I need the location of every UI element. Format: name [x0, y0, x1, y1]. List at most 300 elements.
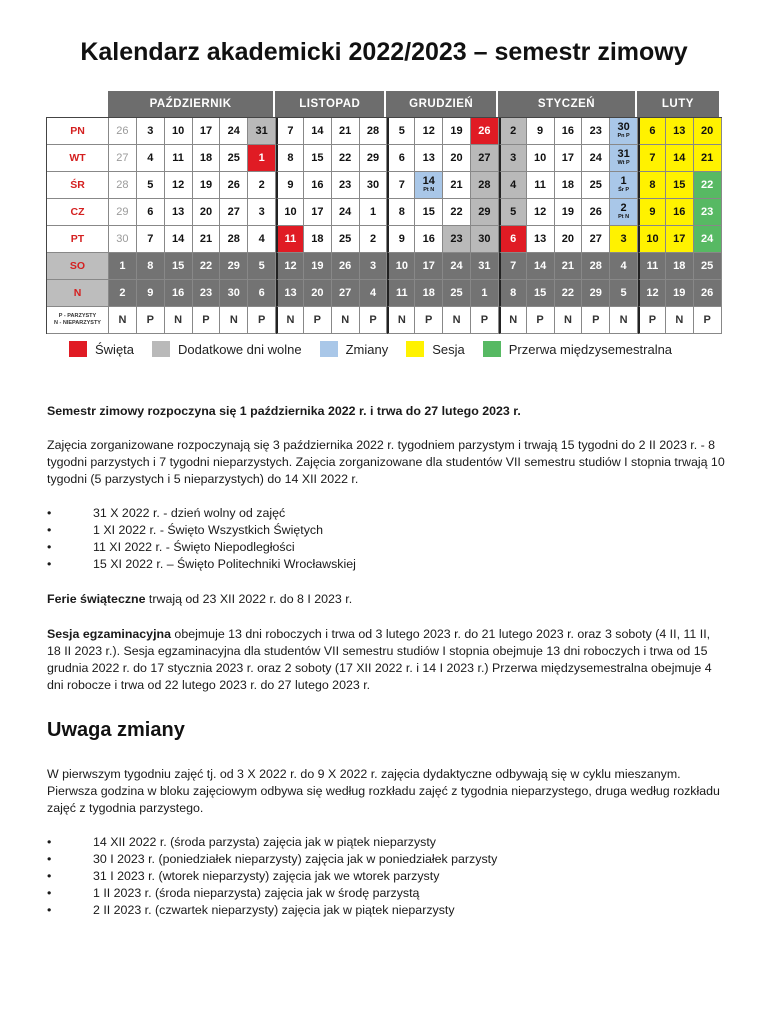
sesja-text [47, 626, 725, 694]
day-cell [387, 307, 415, 334]
legend [69, 341, 690, 357]
day-cell [555, 226, 583, 253]
day-number: 30 [116, 232, 129, 245]
day-number: 24 [450, 259, 463, 272]
day-number: 27 [116, 151, 129, 164]
day-number: 8 [649, 178, 656, 191]
day-cell [666, 145, 694, 172]
day-number: 12 [533, 205, 547, 218]
list-item [47, 539, 725, 556]
day-number: 6 [258, 286, 265, 299]
day-cell [415, 253, 443, 280]
day-cell [304, 172, 332, 199]
day-number: 19 [450, 124, 463, 137]
day-number: 14 [311, 124, 324, 137]
day-cell [555, 145, 583, 172]
day-number: 5 [398, 124, 405, 137]
day-cell [137, 253, 165, 280]
day-number: 27 [339, 286, 352, 299]
month-header: LUTY [637, 91, 721, 117]
day-cell [694, 199, 722, 226]
day-cell [694, 172, 722, 199]
day-cell [527, 199, 555, 226]
day-number: 28 [478, 178, 491, 191]
day-cell [304, 280, 332, 307]
day-number: 27 [478, 151, 491, 164]
day-number: 17 [199, 124, 213, 137]
day-cell [694, 226, 722, 253]
day-number: 21 [561, 259, 575, 272]
day-cell [276, 199, 304, 226]
change-note: Pt N [618, 214, 630, 221]
day-number: 9 [147, 286, 154, 299]
day-number: 5 [510, 205, 517, 218]
day-cell [109, 226, 137, 253]
row-label: N [47, 280, 109, 307]
day-cell [276, 226, 304, 253]
day-number: 26 [589, 205, 602, 218]
sesja-label: Sesja egzaminacyjna [47, 627, 171, 641]
day-number: 28 [227, 232, 240, 245]
day-number: 12 [646, 286, 659, 299]
day-cell [638, 226, 666, 253]
day-cell [582, 145, 610, 172]
day-number: 2 [258, 178, 265, 191]
day-cell [443, 307, 471, 334]
day-number: 27 [589, 232, 602, 245]
day-cell [443, 145, 471, 172]
day-cell [332, 118, 360, 145]
day-cell [415, 199, 443, 226]
list-item [47, 868, 725, 885]
bullet-icon: • [47, 506, 52, 520]
day-cell [193, 253, 221, 280]
day-cell [248, 307, 276, 334]
day-number: 29 [589, 286, 602, 299]
day-cell [332, 199, 360, 226]
uwaga-heading: Uwaga zmiany [47, 719, 185, 741]
day-number: 25 [701, 259, 714, 272]
day-cell [638, 307, 666, 334]
day-cell [165, 307, 193, 334]
day-number: 9 [287, 178, 294, 191]
day-number: 15 [673, 178, 686, 191]
day-cell [638, 199, 666, 226]
day-cell [220, 172, 248, 199]
day-number: 12 [171, 178, 185, 191]
day-number: 11 [646, 259, 659, 272]
day-cell [304, 226, 332, 253]
day-number: 22 [339, 151, 352, 164]
bullet-icon: • [47, 523, 52, 537]
day-cell [193, 118, 221, 145]
list-item-text: 1 II 2023 r. (środa nieparzysta) zajęcia jak w środę parzystą [93, 886, 420, 900]
day-cell [360, 172, 388, 199]
day-number: 10 [171, 124, 185, 137]
day-number: 18 [673, 259, 686, 272]
day-cell [666, 172, 694, 199]
day-cell [694, 280, 722, 307]
day-cell [276, 172, 304, 199]
day-cell [582, 280, 610, 307]
ferie-text [47, 591, 725, 608]
day-number: 4 [620, 259, 627, 272]
day-number: 17 [422, 259, 435, 272]
list-item-text: 11 XI 2022 r. - Święto Niepodległości [93, 540, 295, 554]
paragraph-classes [47, 437, 725, 488]
day-number: 7 [398, 178, 405, 191]
day-cell [666, 307, 694, 334]
day-cell [471, 253, 499, 280]
day-number: 3 [258, 205, 265, 218]
day-number: 1 [119, 259, 126, 272]
day-cell [248, 226, 276, 253]
list-item [47, 556, 725, 573]
day-cell [137, 118, 165, 145]
day-cell [499, 226, 527, 253]
day-cell [360, 307, 388, 334]
day-number: P [369, 313, 377, 326]
legend-swatch [406, 341, 424, 357]
legend-label: Zmiany [345, 341, 389, 357]
day-cell [415, 118, 443, 145]
day-cell [471, 199, 499, 226]
day-number: 30 [617, 121, 630, 134]
day-number: 13 [171, 205, 185, 218]
day-cell [165, 226, 193, 253]
day-number: 20 [311, 286, 324, 299]
day-cell [304, 307, 332, 334]
day-number: 24 [227, 124, 240, 137]
day-number: 20 [450, 151, 463, 164]
day-number: 19 [311, 259, 324, 272]
day-cell [610, 307, 638, 334]
day-number: 4 [369, 286, 377, 299]
day-number: 21 [339, 124, 352, 137]
change-note: Śr P [618, 187, 630, 194]
day-cell [415, 307, 443, 334]
day-cell [666, 118, 694, 145]
day-number: 31 [617, 148, 630, 161]
month-header-row [108, 91, 722, 117]
day-number: 22 [450, 205, 463, 218]
day-cell [443, 172, 471, 199]
day-cell [220, 253, 248, 280]
day-cell [443, 226, 471, 253]
day-cell [555, 118, 583, 145]
day-number: 7 [649, 151, 656, 164]
day-cell [109, 280, 137, 307]
bullet-icon: • [47, 852, 52, 866]
day-number: 29 [478, 205, 491, 218]
day-number: 7 [147, 232, 154, 245]
page-title: Kalendarz akademicki 2022/2023 – semestr zimowy [80, 38, 688, 66]
list-item-text: 31 X 2022 r. - dzień wolny od zajęć [93, 506, 286, 520]
day-number: N [675, 313, 684, 326]
day-cell [193, 145, 221, 172]
day-number: 16 [422, 232, 435, 245]
day-cell [220, 199, 248, 226]
semester-dates: Semestr zimowy rozpoczyna się 1 października 2022 r. i trwa do 27 lutego 2023 r. [47, 404, 521, 418]
calendar-grid [46, 117, 722, 334]
day-cell [694, 118, 722, 145]
day-cell [443, 199, 471, 226]
day-number: P [313, 313, 321, 326]
day-number: 1 [620, 175, 627, 188]
change-note: Pt N [423, 187, 435, 194]
day-number: P [480, 313, 489, 326]
bullet-icon: • [47, 903, 52, 917]
day-number: 23 [199, 286, 213, 299]
day-number: 26 [339, 259, 352, 272]
day-cell [137, 199, 165, 226]
legend-item [406, 341, 465, 357]
day-number: 21 [701, 151, 714, 164]
day-number: 11 [172, 151, 184, 164]
day-cell [387, 280, 415, 307]
day-cell [666, 280, 694, 307]
day-cell [610, 199, 638, 226]
day-cell [499, 253, 527, 280]
day-number: 16 [171, 286, 185, 299]
day-number: N [229, 313, 238, 326]
day-cell [666, 226, 694, 253]
day-cell [610, 226, 638, 253]
list-item-text: 30 I 2023 r. (poniedziałek nieparzysty) zajęcia jak w poniedziałek parzysty [93, 852, 498, 866]
day-cell [527, 307, 555, 334]
day-cell [137, 172, 165, 199]
day-number: 26 [478, 124, 491, 137]
day-number: 8 [510, 286, 517, 299]
row-label: ŚR [47, 172, 109, 199]
day-number: 2 [369, 232, 377, 245]
day-cell [527, 253, 555, 280]
day-number: 15 [171, 259, 185, 272]
day-number: 9 [398, 232, 405, 245]
legend-swatch [320, 341, 338, 357]
day-number: 12 [284, 259, 297, 272]
day-number: N [397, 313, 406, 326]
day-cell [582, 118, 610, 145]
day-cell [304, 253, 332, 280]
day-number: 17 [673, 232, 686, 245]
day-number: 11 [534, 178, 546, 191]
day-number: 4 [147, 151, 154, 164]
holiday-list [47, 505, 725, 573]
day-cell [582, 253, 610, 280]
day-cell [137, 307, 165, 334]
legend-item [320, 341, 389, 357]
day-cell [109, 145, 137, 172]
day-cell [304, 145, 332, 172]
day-cell [360, 253, 388, 280]
day-number: 4 [510, 178, 517, 191]
day-cell [527, 226, 555, 253]
day-number: 18 [422, 286, 435, 299]
day-cell [248, 199, 276, 226]
day-number: 9 [537, 124, 544, 137]
day-number: 14 [422, 175, 435, 188]
day-cell [276, 280, 304, 307]
day-cell [387, 253, 415, 280]
academic-calendar [46, 91, 722, 334]
day-cell [304, 199, 332, 226]
day-number: 24 [589, 151, 602, 164]
day-number: 5 [620, 286, 627, 299]
day-number: 21 [199, 232, 213, 245]
day-number: 3 [620, 232, 627, 245]
day-number: 22 [701, 178, 714, 191]
day-number: P [425, 313, 433, 326]
bullet-icon: • [47, 540, 52, 554]
day-cell [332, 145, 360, 172]
day-number: 24 [701, 232, 714, 245]
bullet-icon: • [47, 869, 52, 883]
day-number: 7 [287, 124, 294, 137]
list-item [47, 851, 725, 868]
day-number: 13 [284, 286, 297, 299]
day-cell [276, 253, 304, 280]
day-number: 11 [284, 232, 297, 245]
day-number: N [118, 313, 127, 326]
day-cell [109, 118, 137, 145]
day-cell [555, 199, 583, 226]
day-number: 15 [422, 205, 435, 218]
day-cell [220, 226, 248, 253]
day-number: 23 [701, 205, 714, 218]
day-number: 25 [339, 232, 352, 245]
day-cell [555, 280, 583, 307]
day-number: P [703, 313, 711, 326]
legend-label: Święta [95, 341, 135, 357]
day-cell [638, 145, 666, 172]
day-number: 8 [398, 205, 405, 218]
day-cell [610, 253, 638, 280]
day-cell [360, 280, 388, 307]
day-cell [248, 172, 276, 199]
day-cell [109, 307, 137, 334]
day-number: 2 [119, 286, 126, 299]
day-cell [387, 118, 415, 145]
day-number: 3 [147, 124, 154, 137]
day-cell [332, 226, 360, 253]
day-cell [527, 280, 555, 307]
day-cell [220, 118, 248, 145]
day-number: P [146, 313, 154, 326]
day-cell [276, 307, 304, 334]
day-number: P [592, 313, 600, 326]
day-number: 16 [311, 178, 324, 191]
day-cell [471, 145, 499, 172]
bullet-icon: • [47, 886, 52, 900]
day-number: 18 [561, 178, 575, 191]
day-cell [527, 145, 555, 172]
day-cell [499, 199, 527, 226]
legend-swatch [483, 341, 501, 357]
day-cell [638, 172, 666, 199]
day-cell [360, 118, 388, 145]
month-header: STYCZEŃ [498, 91, 637, 117]
day-number: N [174, 313, 183, 326]
day-number: N [341, 313, 350, 326]
day-number: 26 [116, 124, 129, 137]
list-item [47, 522, 725, 539]
day-number: 20 [199, 205, 213, 218]
day-cell [248, 253, 276, 280]
day-cell [443, 253, 471, 280]
day-cell [499, 307, 527, 334]
day-number: 7 [510, 259, 517, 272]
day-number: 30 [227, 286, 240, 299]
day-number: 18 [311, 232, 324, 245]
day-cell [387, 145, 415, 172]
day-cell [582, 307, 610, 334]
day-cell [666, 253, 694, 280]
day-cell [248, 145, 276, 172]
ferie-dates: trwają od 23 XII 2022 r. do 8 I 2023 r. [145, 592, 353, 606]
day-number: 5 [147, 178, 154, 191]
day-cell [332, 307, 360, 334]
day-cell [471, 280, 499, 307]
day-number: 31 [255, 124, 268, 137]
change-note: Pn P [617, 133, 630, 140]
day-number: 23 [339, 178, 352, 191]
day-number: 22 [561, 286, 575, 299]
day-cell [165, 253, 193, 280]
day-number: 19 [561, 205, 575, 218]
day-number: 1 [481, 286, 488, 299]
day-cell [109, 253, 137, 280]
classes-info: Zajęcia zorganizowane rozpoczynają się 3 października 2022 r. tygodniem parzystym i trwają 15 tygodni do 2 II 2023 r. - 8 tygodni parzystych i 7 tygodni nieparzystych. Zajęcia zorganizowane dla studentów VII semestru studiów I stopnia trwają 10 tygodni (5 parzystych i 5 nieparzystych) do 14 XII 2022 r. [47, 438, 725, 486]
day-number: 2 [510, 124, 517, 137]
day-cell [471, 226, 499, 253]
day-number: 16 [673, 205, 686, 218]
legend-swatch [69, 341, 87, 357]
day-number: 27 [227, 205, 240, 218]
day-cell [694, 145, 722, 172]
day-number: 17 [561, 151, 575, 164]
month-header: PAŹDZIERNIK [108, 91, 275, 117]
day-cell [360, 145, 388, 172]
legend-label: Dodatkowe dni wolne [178, 341, 302, 357]
day-number: 22 [199, 259, 213, 272]
day-number: 6 [649, 124, 656, 137]
day-number: P [648, 313, 657, 326]
day-cell [694, 253, 722, 280]
legend-item [483, 341, 672, 357]
day-number: 6 [510, 232, 517, 245]
day-cell [527, 118, 555, 145]
day-number: 5 [258, 259, 265, 272]
day-cell [443, 118, 471, 145]
day-cell [193, 172, 221, 199]
day-cell [387, 226, 415, 253]
day-cell [137, 226, 165, 253]
list-item-text: 14 XII 2022 r. (środa parzysta) zajęcia jak w piątek nieparzysty [93, 835, 436, 849]
uwaga-paragraph [47, 766, 725, 817]
day-number: 15 [311, 151, 324, 164]
day-cell [220, 307, 248, 334]
day-cell [220, 280, 248, 307]
day-cell [109, 199, 137, 226]
list-item-text: 15 XI 2022 r. – Święto Politechniki Wrocławskiej [93, 557, 356, 571]
legend-item [152, 341, 302, 357]
day-number: N [452, 313, 461, 326]
day-number: 25 [227, 151, 240, 164]
day-number: 1 [369, 205, 377, 218]
day-number: 30 [478, 232, 491, 245]
day-cell [610, 145, 638, 172]
